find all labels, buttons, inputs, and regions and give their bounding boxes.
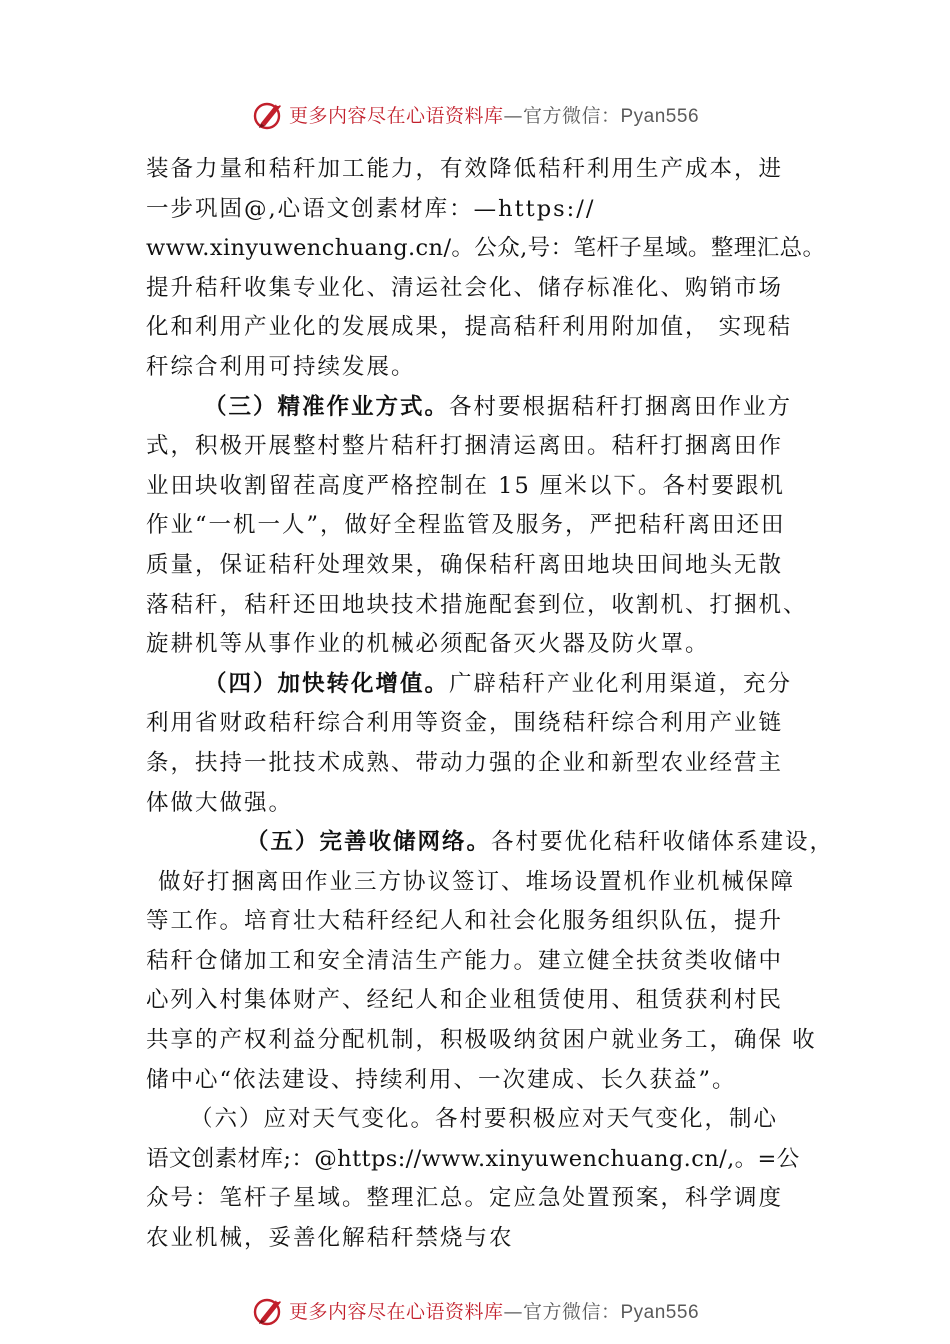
text-line: 语文创素材库;：@https://www.xinyuwenchuang.cn/,。=公 <box>146 1145 800 1172</box>
text-line: 提升秸秆收集专业化、清运社会化、储存标准化、购销市场 <box>146 274 784 301</box>
text-line: 众号：笔杆子星域。整理汇总。定应急处置预案，科学调度 <box>146 1185 784 1212</box>
text-line: 利用省财政秸秆综合利用等资金，围绕秸秆综合利用产业链 <box>146 710 784 737</box>
text-line: 一步巩固@,心语文创素材库：—https:// <box>146 195 596 222</box>
watermark-text: 更多内容尽在心语资料库—官方微信：Pyan556 <box>288 1300 700 1323</box>
header-watermark <box>0 96 950 132</box>
pen-logo-icon <box>251 97 285 131</box>
text-line: 作业“一机一人”，做好全程监管及服务，严把秸秆离田还田 <box>146 512 786 539</box>
text-line: 落秸秆，秸秆还田地块技术措施配套到位，收割机、打捆机、 <box>146 591 808 618</box>
text-line: 秸秆仓储加工和安全清洁生产能力。建立健全扶贫类收储中 <box>146 947 784 974</box>
text-line: 旋耕机等从事作业的机械必须配备灭火器及防火罩。 <box>146 631 710 658</box>
pen-logo-icon <box>251 1293 285 1327</box>
text-line: 秆综合利用可持续发展。 <box>146 353 416 380</box>
text-line: 心列入村集体财产、经纪人和企业租赁使用、租赁获利村民 <box>146 987 784 1014</box>
text-line: 质量，保证秸秆处理效果，确保秸秆离田地块田间地头无散 <box>146 551 784 578</box>
text-line: 化和利用产业化的发展成果，提高秸秆利用附加值， 实现秸 <box>146 314 793 341</box>
section-heading-line: （五）完善收储网络。各村要优化秸秆收储体系建设， <box>246 829 835 856</box>
text-line: www.xinyuwenchuang.cn/。公众,号：笔杆子星域。整理汇总。 <box>146 235 826 262</box>
text-line: 体做大做强。 <box>146 789 294 816</box>
section-heading: （三）精准作业方式。 <box>204 393 450 420</box>
section-heading-line: （六）应对天气变化。各村要积极应对天气变化，制心 <box>190 1106 779 1133</box>
text-line: 农业机械，妥善化解秸秆禁烧与农 <box>146 1225 514 1252</box>
text-line: 式，积极开展整村整片秸秆打捆清运离田。秸秆打捆离田作 <box>146 433 784 460</box>
watermark-text: 更多内容尽在心语资料库—官方微信：Pyan556 <box>288 104 700 127</box>
section-heading: （四）加快转化增值。 <box>204 670 450 697</box>
text-line: 共享的产权利益分配机制，积极吸纳贫困户就业务工，确保 收 <box>146 1027 817 1054</box>
section-heading-line: （三）精准作业方式。各村要根据秸秆打捆离田作业方 <box>204 393 793 420</box>
document-body <box>146 150 846 1259</box>
section-heading-line: （四）加快转化增值。广辟秸秆产业化利用渠道，充分 <box>204 670 793 697</box>
text-line: 装备力量和秸秆加工能力，有效降低秸秆利用生产成本，进 <box>146 156 784 182</box>
section-heading: （五）完善收储网络。 <box>246 829 492 856</box>
text-line: 等工作。培育壮大秸秆经纪人和社会化服务组织队伍，提升 <box>146 908 784 935</box>
text-line: 储中心“依法建设、持续利用、一次建成、长久获益”。 <box>146 1066 737 1093</box>
text-line: 业田块收割留茬高度严格控制在 15 厘米以下。各村要跟机 <box>146 472 785 499</box>
footer-watermark <box>0 1292 950 1328</box>
text-line: 做好打捆离田作业三方协议签订、堆场设置机作业机械保障 <box>158 868 796 895</box>
text-line: 条，扶持一批技术成熟、带动力强的企业和新型农业经营主 <box>146 749 784 776</box>
